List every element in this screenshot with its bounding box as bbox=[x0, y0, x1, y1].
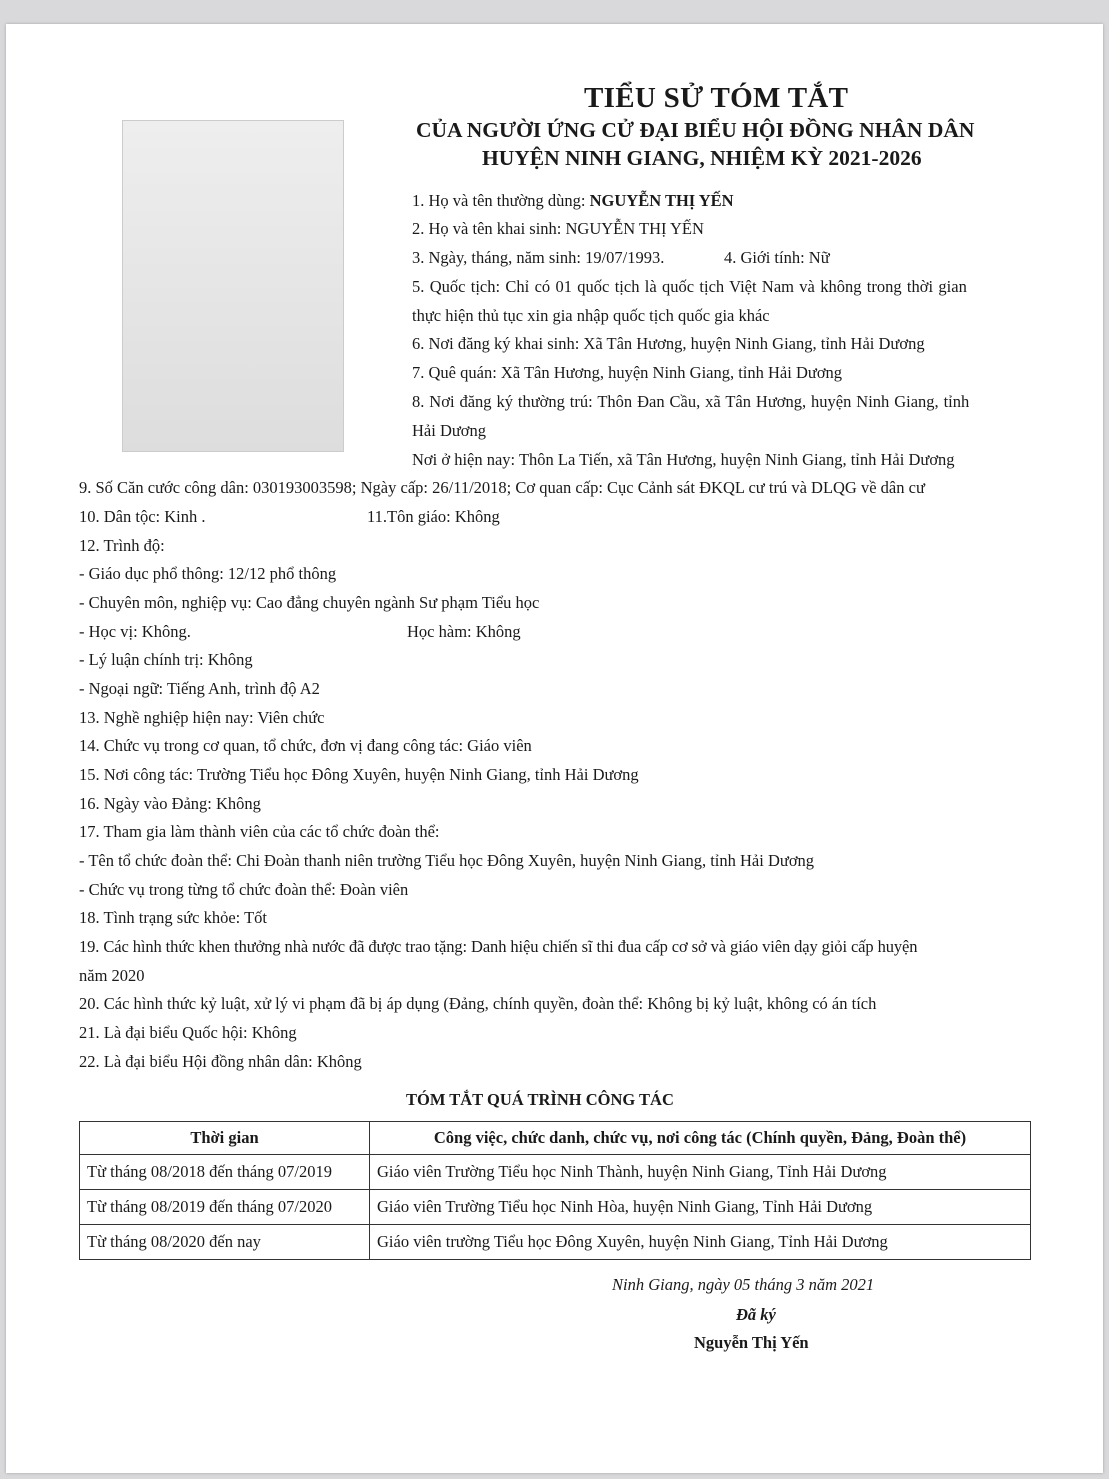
cell-job: Giáo viên trường Tiểu học Đông Xuyên, huyện Ninh Giang, Tỉnh Hải Dương bbox=[370, 1225, 1031, 1260]
work-history-table bbox=[79, 1121, 1031, 1260]
field-12-general-education: - Giáo dục phổ thông: 12/12 phổ thông bbox=[79, 564, 337, 583]
field-17-position: - Chức vụ trong từng tổ chức đoàn thể: Đoàn viên bbox=[79, 880, 409, 899]
field-6: 6. Nơi đăng ký khai sinh: Xã Tân Hương, huyện Ninh Giang, tỉnh Hải Dương bbox=[412, 334, 925, 353]
table-row bbox=[80, 1225, 1031, 1260]
field-15: 15. Nơi công tác: Trường Tiểu học Đông Xuyên, huyện Ninh Giang, tỉnh Hải Dương bbox=[79, 765, 639, 784]
field-1 bbox=[412, 191, 734, 211]
cell-time: Từ tháng 08/2020 đến nay bbox=[80, 1225, 370, 1260]
field-14: 14. Chức vụ trong cơ quan, tổ chức, đơn vị đang công tác: Giáo viên bbox=[79, 736, 532, 755]
cell-job: Giáo viên Trường Tiểu học Ninh Hòa, huyện Ninh Giang, Tỉnh Hải Dương bbox=[370, 1190, 1031, 1225]
field-21: 21. Là đại biểu Quốc hội: Không bbox=[79, 1023, 297, 1042]
field-5-line-2: thực hiện thủ tục xin gia nhập quốc tịch quốc gia khác bbox=[412, 306, 770, 325]
field-10: 10. Dân tộc: Kinh . bbox=[79, 507, 206, 526]
document-subtitle-2: HUYỆN NINH GIANG, NHIỆM KỲ 2021-2026 bbox=[482, 146, 922, 170]
field-8-line-1: 8. Nơi đăng ký thường trú: Thôn Đan Cầu, xã Tân Hương, huyện Ninh Giang, tỉnh bbox=[412, 392, 970, 411]
table-row bbox=[80, 1155, 1031, 1190]
signature-place-date: Ninh Giang, ngày 05 tháng 3 năm 2021 bbox=[612, 1275, 875, 1294]
field-12-political-theory: - Lý luận chính trị: Không bbox=[79, 650, 253, 669]
field-12-specialization: - Chuyên môn, nghiệp vụ: Cao đẳng chuyên ngành Sư phạm Tiểu học bbox=[79, 593, 540, 612]
field-17: 17. Tham gia làm thành viên của các tổ chức đoàn thể: bbox=[79, 822, 440, 841]
field-8-line-2: Hải Dương bbox=[412, 421, 487, 440]
field-1-label: 1. Họ và tên thường dùng: bbox=[412, 191, 590, 210]
field-1-value: NGUYỄN THỊ YẾN bbox=[589, 191, 734, 210]
document-title: TIỂU SỬ TÓM TẮT bbox=[584, 82, 849, 114]
field-12: 12. Trình độ: bbox=[79, 536, 165, 555]
work-history-header-row bbox=[80, 1122, 1031, 1155]
field-22: 22. Là đại biểu Hội đồng nhân dân: Không bbox=[79, 1052, 362, 1071]
column-header-time: Thời gian bbox=[80, 1122, 370, 1155]
document-subtitle-1: CỦA NGƯỜI ỨNG CỬ ĐẠI BIỂU HỘI ĐỒNG NHÂN DÂN bbox=[416, 118, 975, 142]
field-8-current-address: Nơi ở hiện nay: Thôn La Tiến, xã Tân Hương, huyện Ninh Giang, tỉnh Hải Dương bbox=[412, 450, 955, 469]
field-3: 3. Ngày, tháng, năm sinh: 19/07/1993. bbox=[412, 248, 665, 267]
field-12-degree: - Học vị: Không. bbox=[79, 622, 191, 641]
signature-name: Nguyễn Thị Yến bbox=[694, 1333, 809, 1352]
table-row bbox=[80, 1190, 1031, 1225]
field-11: 11.Tôn giáo: Không bbox=[367, 507, 500, 526]
cell-time: Từ tháng 08/2019 đến tháng 07/2020 bbox=[80, 1190, 370, 1225]
cell-time: Từ tháng 08/2018 đến tháng 07/2019 bbox=[80, 1155, 370, 1190]
work-history-heading: TÓM TẮT QUÁ TRÌNH CÔNG TÁC bbox=[406, 1090, 674, 1109]
field-19-line-2: năm 2020 bbox=[79, 966, 145, 985]
field-5-line-1: 5. Quốc tịch: Chỉ có 01 quốc tịch là quốc tịch Việt Nam và không trong thời gian bbox=[412, 277, 967, 296]
field-17-organization: - Tên tổ chức đoàn thể: Chi Đoàn thanh niên trường Tiểu học Đông Xuyên, huyện Ninh Giang, tỉnh Hải Dương bbox=[79, 851, 815, 870]
cell-job: Giáo viên Trường Tiểu học Ninh Thành, huyện Ninh Giang, Tỉnh Hải Dương bbox=[370, 1155, 1031, 1190]
signature-signed: Đã ký bbox=[736, 1305, 776, 1324]
field-19-line-1: 19. Các hình thức khen thưởng nhà nước đã được trao tặng: Danh hiệu chiến sĩ thi đua cấp cơ sở và giáo viên dạy giỏi cấp huyện bbox=[79, 937, 918, 956]
field-20: 20. Các hình thức kỷ luật, xử lý vi phạm đã bị áp dụng (Đảng, chính quyền, đoàn thể: Không bị kỷ luật, không có án tích bbox=[79, 994, 877, 1013]
field-12-academic-title: Học hàm: Không bbox=[407, 622, 521, 641]
field-16: 16. Ngày vào Đảng: Không bbox=[79, 794, 261, 813]
field-12-foreign-language: - Ngoại ngữ: Tiếng Anh, trình độ A2 bbox=[79, 679, 320, 698]
field-7: 7. Quê quán: Xã Tân Hương, huyện Ninh Giang, tỉnh Hải Dương bbox=[412, 363, 843, 382]
column-header-job: Công việc, chức danh, chức vụ, nơi công tác (Chính quyền, Đảng, Đoàn thể) bbox=[370, 1122, 1031, 1155]
field-2: 2. Họ và tên khai sinh: NGUYỄN THỊ YẾN bbox=[412, 219, 704, 238]
field-13: 13. Nghề nghiệp hiện nay: Viên chức bbox=[79, 708, 325, 727]
field-4: 4. Giới tính: Nữ bbox=[724, 248, 830, 267]
field-18: 18. Tình trạng sức khỏe: Tốt bbox=[79, 908, 267, 927]
field-9: 9. Số Căn cước công dân: 030193003598; Ngày cấp: 26/11/2018; Cơ quan cấp: Cục Cảnh sát ĐKQL cư trú và DLQG về dân cư bbox=[79, 478, 925, 497]
portrait-photo bbox=[122, 120, 344, 452]
